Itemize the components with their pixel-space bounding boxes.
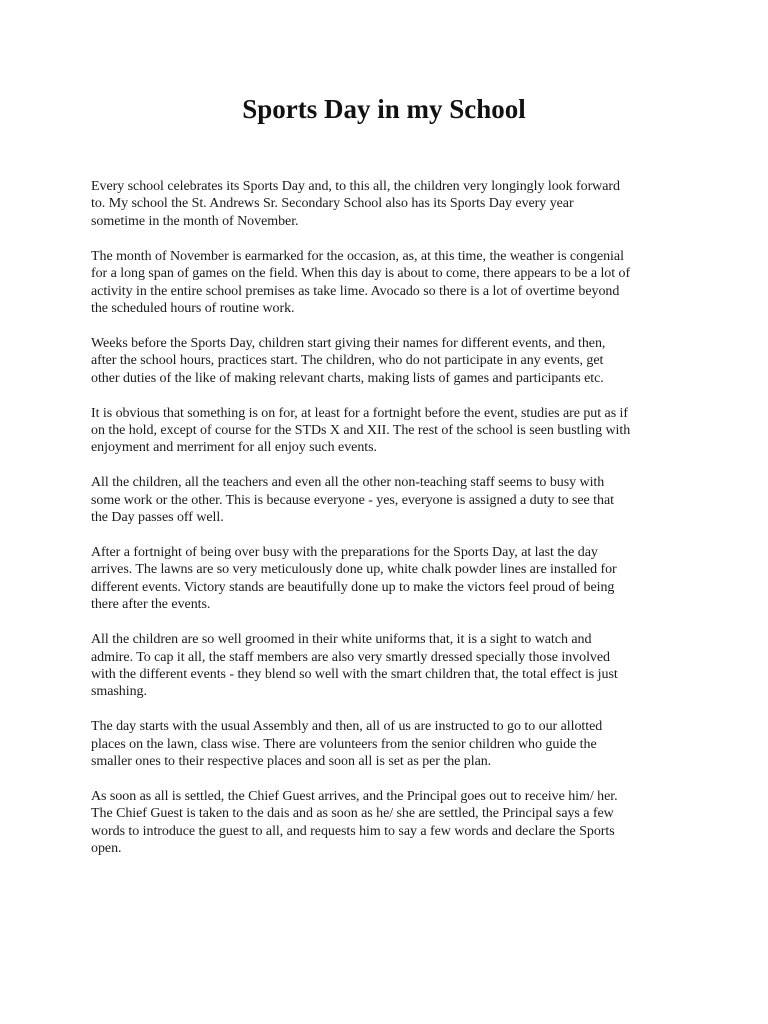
text-line: The Chief Guest is taken to the dais and as soon as he/ she are settled, the Principal says a few <box>91 806 614 822</box>
paragraph <box>91 788 691 858</box>
paragraph <box>91 718 691 770</box>
text-line: It is obvious that something is on for, at least for a fortnight before the event, studies are put as if <box>91 405 629 421</box>
paragraph <box>91 544 691 614</box>
text-line: words to introduce the guest to all, and requests him to say a few words and declare the Sports <box>91 823 615 839</box>
text-line: As soon as all is settled, the Chief Guest arrives, and the Principal goes out to receive him/ her. <box>91 788 618 804</box>
text-line: enjoyment and merriment for all enjoy such events. <box>91 440 377 456</box>
text-line: smashing. <box>91 684 147 700</box>
text-line: The day starts with the usual Assembly and then, all of us are instructed to go to our allotted <box>91 719 603 735</box>
text-line: places on the lawn, class wise. There are volunteers from the senior children who guide the <box>91 736 597 752</box>
paragraph <box>91 248 691 318</box>
text-line: other duties of the like of making relevant charts, making lists of games and participants etc. <box>91 370 604 386</box>
text-line: some work or the other. This is because everyone - yes, everyone is assigned a duty to see that <box>91 492 614 508</box>
text-line: for a long span of games on the field. When this day is about to come, there appears to be a lot of <box>91 266 631 282</box>
text-line: The month of November is earmarked for the occasion, as, at this time, the weather is congenial <box>91 248 624 264</box>
paragraph <box>91 178 691 230</box>
text-line: with the different events - they blend so well with the smart children that, the total effect is just <box>91 666 618 682</box>
text-line: different events. Victory stands are beautifully done up to make the victors feel proud of being <box>91 579 615 595</box>
text-line: arrives. The lawns are so very meticulously done up, white chalk powder lines are installed for <box>91 562 617 578</box>
text-line: the Day passes off well. <box>91 510 224 526</box>
text-line: sometime in the month of November. <box>91 213 299 229</box>
text-line: activity in the entire school premises as take lime. Avocado so there is a lot of overtime beyond <box>91 283 620 299</box>
document-title: Sports Day in my School <box>242 94 526 124</box>
text-line: All the children, all the teachers and even all the other non-teaching staff seems to busy with <box>91 475 605 491</box>
text-line: the scheduled hours of routine work. <box>91 300 295 316</box>
text-line: Every school celebrates its Sports Day and, to this all, the children very longingly look forward <box>91 179 620 194</box>
text-line: smaller ones to their respective places and soon all is set as per the plan. <box>91 754 492 770</box>
text-line: to. My school the St. Andrews Sr. Secondary School also has its Sports Day every year <box>91 196 574 212</box>
text-line: admire. To cap it all, the staff members are also very smartly dressed specially those involved <box>91 649 610 665</box>
text-line: All the children are so well groomed in their white uniforms that, it is a sight to watch and <box>91 632 592 648</box>
text-line: Weeks before the Sports Day, children start giving their names for different events, and then, <box>91 335 606 351</box>
text-line: After a fortnight of being over busy with the preparations for the Sports Day, at last the day <box>91 545 598 560</box>
document-body <box>91 178 691 875</box>
paragraph <box>91 631 691 701</box>
paragraph <box>91 474 691 526</box>
paragraph <box>91 405 691 457</box>
text-line: there after the events. <box>91 597 211 613</box>
paragraph <box>91 335 691 387</box>
text-line: on the hold, except of course for the STDs X and XII. The rest of the school is seen bustling with <box>91 422 631 438</box>
text-line: after the school hours, practices start. The children, who do not participate in any events, get <box>91 353 604 369</box>
text-line: open. <box>91 841 122 857</box>
